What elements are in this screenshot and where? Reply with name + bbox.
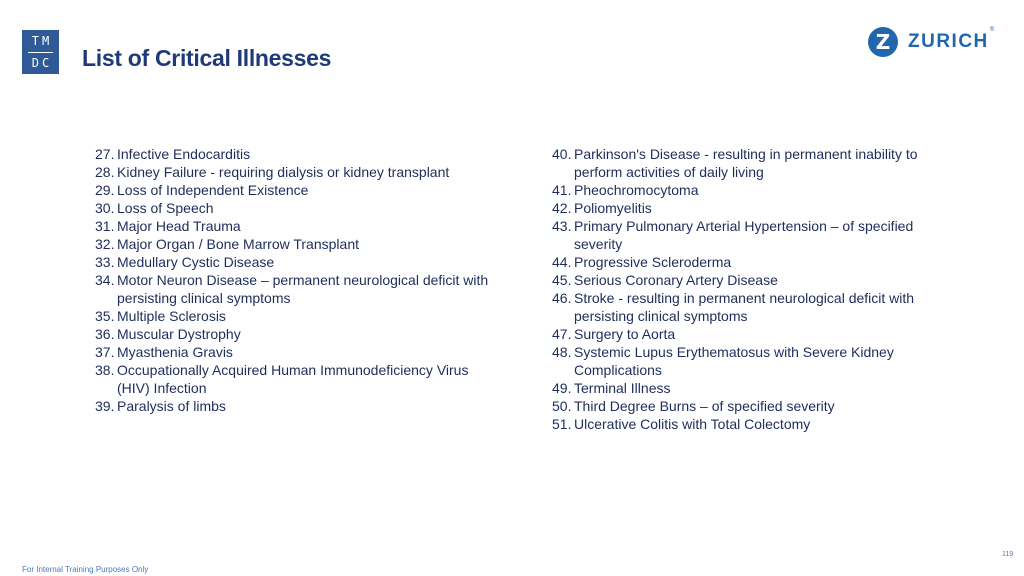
item-text: Poliomyelitis bbox=[574, 200, 652, 216]
item-number: 49. bbox=[552, 380, 572, 396]
list-item bbox=[95, 343, 495, 361]
tmdc-logo-row-bottom: DC bbox=[31, 56, 53, 70]
registered-mark: ® bbox=[989, 27, 995, 33]
item-text: Loss of Speech bbox=[117, 200, 214, 216]
item-text: Progressive Scleroderma bbox=[574, 254, 732, 270]
zurich-logo bbox=[868, 27, 994, 57]
item-number: 50. bbox=[552, 398, 572, 414]
item-text: Myasthenia Gravis bbox=[117, 344, 233, 360]
list-item bbox=[552, 253, 932, 271]
list-item bbox=[95, 163, 495, 181]
item-number: 39. bbox=[95, 398, 115, 414]
item-text: Infective Endocarditis bbox=[117, 146, 251, 162]
list-item bbox=[552, 217, 932, 253]
item-text: Paralysis of limbs bbox=[117, 398, 226, 414]
item-number: 42. bbox=[552, 200, 572, 216]
page-number: 119 bbox=[1002, 551, 1014, 558]
illness-list-left bbox=[95, 145, 495, 415]
item-number: 31. bbox=[95, 218, 115, 234]
item-number: 46. bbox=[552, 290, 572, 306]
illness-list-right bbox=[552, 145, 932, 433]
item-number: 27. bbox=[95, 146, 115, 162]
item-number: 36. bbox=[95, 326, 115, 342]
list-item bbox=[95, 145, 495, 163]
item-number: 38. bbox=[95, 362, 115, 378]
list-item bbox=[95, 217, 495, 235]
list-item bbox=[552, 379, 932, 397]
list-item bbox=[95, 235, 495, 253]
list-item bbox=[95, 397, 495, 415]
item-number: 35. bbox=[95, 308, 115, 324]
item-number: 28. bbox=[95, 164, 115, 180]
item-text: Major Organ / Bone Marrow Transplant bbox=[117, 236, 359, 252]
item-number: 34. bbox=[95, 272, 115, 288]
item-number: 47. bbox=[552, 326, 572, 342]
item-number: 32. bbox=[95, 236, 115, 252]
item-number: 51. bbox=[552, 416, 572, 432]
item-text: Stroke - resulting in permanent neurological deficit with persisting clinical symptoms bbox=[574, 290, 915, 324]
zurich-mark-icon: Z bbox=[868, 27, 898, 57]
footer-note: For Internal Training Purposes Only bbox=[22, 565, 149, 574]
item-text: Third Degree Burns – of specified severity bbox=[574, 398, 835, 414]
item-text: Serious Coronary Artery Disease bbox=[574, 272, 778, 288]
list-item bbox=[552, 325, 932, 343]
item-text: Muscular Dystrophy bbox=[117, 326, 241, 342]
item-text: Major Head Trauma bbox=[117, 218, 241, 234]
list-item bbox=[552, 415, 932, 433]
list-item bbox=[552, 145, 932, 181]
item-number: 43. bbox=[552, 218, 572, 234]
item-text: Loss of Independent Existence bbox=[117, 182, 309, 198]
item-text: Kidney Failure - requiring dialysis or kidney transplant bbox=[117, 164, 450, 180]
item-text: Medullary Cystic Disease bbox=[117, 254, 275, 270]
item-number: 37. bbox=[95, 344, 115, 360]
list-item bbox=[552, 343, 932, 379]
item-number: 40. bbox=[552, 146, 572, 162]
list-item bbox=[95, 253, 495, 271]
item-text: Surgery to Aorta bbox=[574, 326, 676, 342]
tmdc-logo-divider bbox=[28, 52, 53, 53]
item-number: 29. bbox=[95, 182, 115, 198]
list-item bbox=[552, 181, 932, 199]
list-item bbox=[95, 181, 495, 199]
item-text: Ulcerative Colitis with Total Colectomy bbox=[574, 416, 811, 432]
list-item bbox=[552, 289, 932, 325]
zurich-wordmark: ZURICH bbox=[908, 31, 989, 52]
list-item bbox=[95, 271, 495, 307]
item-number: 30. bbox=[95, 200, 115, 216]
item-text: Terminal Illness bbox=[574, 380, 671, 396]
tmdc-logo-row-top: TM bbox=[31, 34, 53, 48]
tmdc-logo bbox=[22, 30, 59, 74]
item-text: Multiple Sclerosis bbox=[117, 308, 226, 324]
list-item bbox=[95, 199, 495, 217]
item-text: Pheochromocytoma bbox=[574, 182, 699, 198]
item-text: Occupationally Acquired Human Immunodeficiency Virus (HIV) Infection bbox=[117, 362, 469, 396]
list-item bbox=[95, 325, 495, 343]
page-title: List of Critical Illnesses bbox=[82, 45, 332, 71]
item-text: Motor Neuron Disease – permanent neurological deficit with persisting clinical symptoms bbox=[117, 272, 489, 306]
list-item bbox=[95, 361, 495, 397]
list-item bbox=[552, 397, 932, 415]
item-text: Primary Pulmonary Arterial Hypertension – of specified severity bbox=[574, 218, 914, 252]
item-number: 45. bbox=[552, 272, 572, 288]
item-text: Parkinson's Disease - resulting in permanent inability to perform activities of daily living bbox=[574, 146, 918, 180]
item-number: 48. bbox=[552, 344, 572, 360]
list-item bbox=[95, 307, 495, 325]
list-item bbox=[552, 199, 932, 217]
item-number: 33. bbox=[95, 254, 115, 270]
item-number: 41. bbox=[552, 182, 572, 198]
list-item bbox=[552, 271, 932, 289]
item-number: 44. bbox=[552, 254, 572, 270]
item-text: Systemic Lupus Erythematosus with Severe Kidney Complications bbox=[574, 344, 894, 378]
